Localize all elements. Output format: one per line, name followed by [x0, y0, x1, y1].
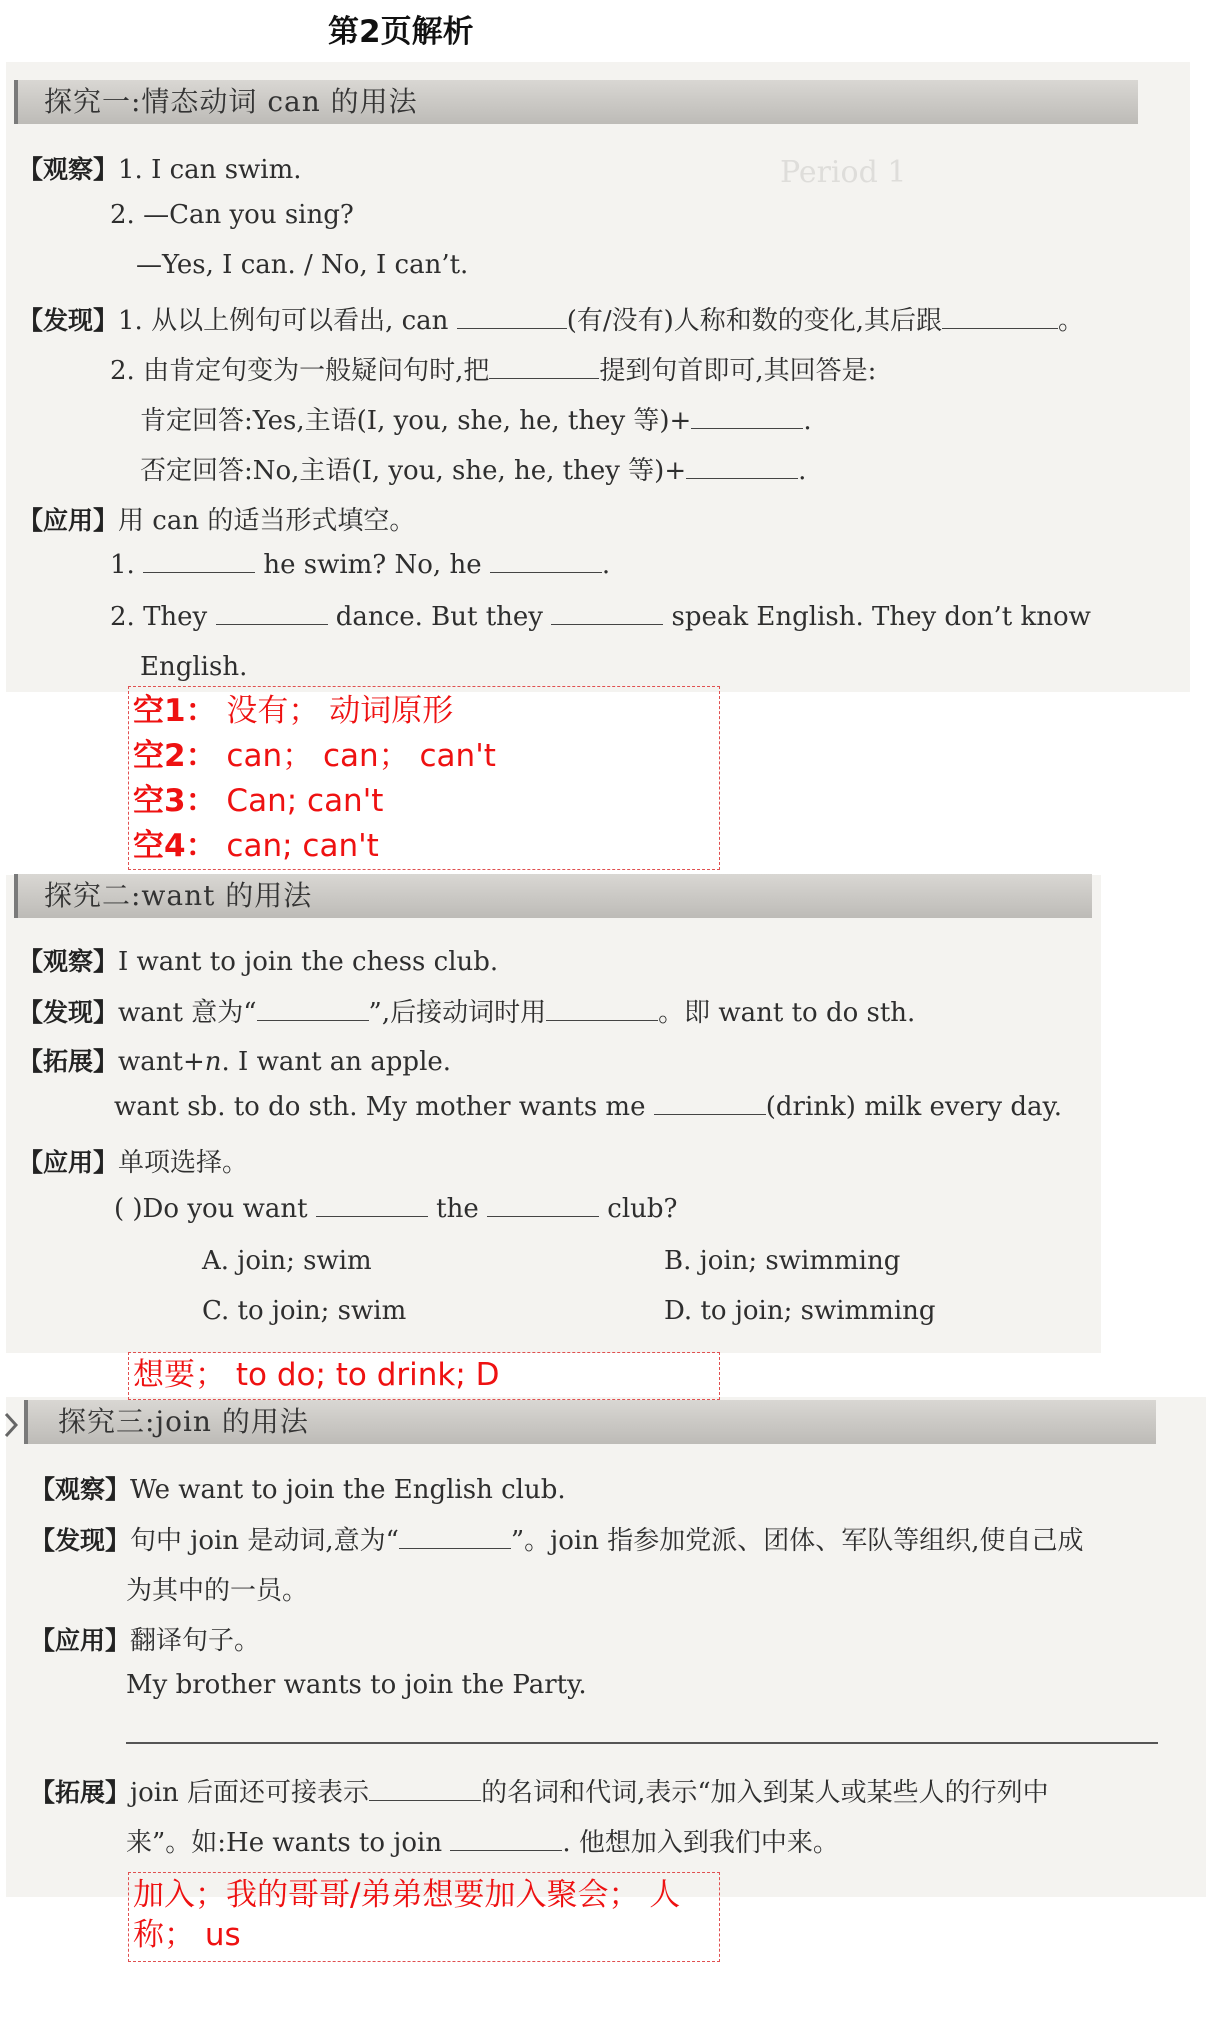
s1-apply-intro	[18, 500, 415, 537]
observe-tag: 【观察】	[18, 155, 119, 184]
answer-text: 加入；我的哥哥/弟弟想要加入聚会； 人	[133, 1877, 681, 1913]
extend-text: 的名词和代词,表示“加入到某人或某些人的行列中	[481, 1778, 1049, 1808]
answer-blank[interactable]	[490, 550, 602, 573]
s1-find-negative	[140, 450, 806, 487]
extend-text: . I want an apple.	[221, 1047, 452, 1077]
answer-blank[interactable]	[143, 550, 255, 573]
answer-box-3	[128, 1872, 720, 1962]
bookmark-arrow-icon	[4, 1410, 18, 1440]
find-text: 否定回答:No,主语(I, you, she, he, they 等)+	[140, 456, 687, 486]
answer-line-2	[133, 734, 715, 779]
answer-box-1	[128, 686, 720, 870]
find-text: 。即 want to do sth.	[658, 998, 916, 1028]
s1-observe-line3: —Yes, I can. / No, I can’t.	[136, 250, 469, 280]
s1-apply-1	[110, 550, 610, 580]
find-text: (有/没有)人称和数的变化,其后跟	[566, 306, 943, 336]
answer-label: 空3：	[133, 783, 217, 819]
s2-extend-1	[18, 1042, 451, 1078]
bleed-through-text: Period 1	[780, 155, 907, 190]
observe-tag: 【观察】	[18, 947, 119, 976]
find-tag: 【发现】	[30, 1526, 131, 1555]
option-d[interactable]: D. to join; swimming	[664, 1296, 936, 1326]
s2-apply-intro	[18, 1142, 248, 1179]
s1-find-line2	[110, 350, 876, 387]
answer-blank[interactable]	[546, 998, 658, 1021]
s2-question	[114, 1194, 677, 1224]
answer-text: Can; can't	[216, 783, 384, 819]
s3-extend-2	[126, 1822, 839, 1859]
answer-blank[interactable]	[654, 1092, 766, 1115]
s1-find-line1	[18, 300, 1084, 337]
answer-blank[interactable]	[450, 1828, 562, 1851]
section1-heading: 探究一:情态动词 can 的用法	[14, 80, 1138, 124]
s3-apply-intro	[30, 1620, 260, 1657]
s2-observe	[18, 942, 498, 978]
answer-text: 想要； to do; to drink; D	[133, 1357, 500, 1393]
find-text: 句中 join 是动词,意为“	[130, 1526, 399, 1556]
s2-find	[18, 992, 915, 1029]
apply-tag: 【应用】	[18, 1148, 119, 1177]
answer-line-3	[133, 779, 715, 824]
s3-apply-sentence: My brother wants to join the Party.	[126, 1670, 587, 1700]
page-title: 第2页解析	[328, 14, 474, 50]
section2-heading: 探究二:want 的用法	[14, 874, 1092, 918]
find-tag: 【发现】	[18, 306, 119, 335]
apply-tag: 【应用】	[18, 506, 119, 535]
answer-blank[interactable]	[457, 306, 567, 329]
answer-blank[interactable]	[691, 406, 803, 429]
s3-observe	[30, 1470, 566, 1506]
answer-blank[interactable]	[257, 998, 369, 1021]
option-a[interactable]: A. join; swim	[202, 1246, 372, 1276]
answer-line-1	[133, 689, 715, 734]
answer-text: 称； us	[133, 1917, 241, 1953]
answer-blank[interactable]	[316, 1194, 428, 1217]
answer-label: 空4：	[133, 828, 217, 864]
extend-text: want+	[118, 1047, 205, 1077]
apply-text: dance. But they	[327, 602, 552, 632]
find-text: 2. 由肯定句变为一般疑问句时,把	[110, 356, 490, 386]
apply-text: he swim? No, he	[255, 550, 490, 580]
answer-label: 空2：	[133, 738, 217, 774]
find-text: 肯定回答:Yes,主语(I, you, she, he, they 等)+	[140, 406, 692, 436]
answer-text: can； can； can't	[216, 738, 496, 774]
answer-blank[interactable]	[216, 602, 328, 625]
observe-text-1: 1. I can swim.	[118, 155, 302, 185]
observe-tag: 【观察】	[30, 1475, 131, 1504]
observe-text: We want to join the English club.	[130, 1475, 566, 1505]
extend-text: . 他想加入到我们中来。	[562, 1828, 839, 1858]
extend-tag: 【拓展】	[30, 1778, 131, 1807]
find-text: ”,后接动词时用	[368, 998, 547, 1028]
s1-observe-line2: 2. —Can you sing?	[110, 200, 354, 230]
question-text: club?	[599, 1194, 678, 1224]
answer-blank[interactable]	[369, 1778, 481, 1801]
option-c[interactable]: C. to join; swim	[202, 1296, 407, 1326]
extend-text: (drink) milk every day.	[765, 1092, 1062, 1122]
translation-answer-line[interactable]	[126, 1742, 1158, 1744]
question-text: the	[427, 1194, 487, 1224]
apply-text: speak English. They don’t know	[663, 602, 1091, 632]
extend-text: want sb. to do sth. My mother wants me	[114, 1092, 654, 1122]
question-text: ( )Do you want	[114, 1194, 316, 1224]
apply-text: 用 can 的适当形式填空。	[118, 506, 416, 536]
s2-extend-2	[114, 1092, 1062, 1122]
answer-box-2	[128, 1352, 720, 1400]
s3-find-2: 为其中的一员。	[126, 1576, 309, 1606]
answer-line-4	[133, 824, 715, 869]
extend-text: n	[204, 1047, 222, 1077]
s1-apply-2-cont: English.	[140, 652, 248, 682]
s1-apply-2	[110, 602, 1091, 632]
s1-find-positive	[140, 400, 812, 437]
answer-blank[interactable]	[399, 1526, 511, 1549]
observe-text: I want to join the chess club.	[118, 947, 499, 977]
find-text: want 意为“	[118, 998, 257, 1028]
answer-blank[interactable]	[686, 456, 798, 479]
answer-text: 没有； 动词原形	[216, 693, 454, 729]
section3-heading: 探究三:join 的用法	[24, 1400, 1156, 1444]
find-text: 。	[1058, 306, 1085, 336]
s3-find-1	[30, 1520, 1084, 1557]
find-text: .	[798, 456, 807, 486]
apply-text: 2. They	[110, 602, 216, 632]
apply-text: 1.	[110, 550, 144, 580]
apply-text: .	[601, 550, 611, 580]
answer-text: can; can't	[216, 828, 379, 864]
apply-tag: 【应用】	[30, 1626, 131, 1655]
option-b[interactable]: B. join; swimming	[664, 1246, 901, 1276]
answer-blank[interactable]	[489, 356, 599, 379]
apply-text: 翻译句子。	[130, 1626, 261, 1656]
find-text: 提到句首即可,其回答是:	[599, 356, 877, 386]
answer-label: 空1：	[133, 693, 217, 729]
extend-tag: 【拓展】	[18, 1047, 119, 1076]
s3-extend-1	[30, 1772, 1049, 1809]
find-tag: 【发现】	[18, 998, 119, 1027]
find-text: ”。join 指参加党派、团体、军队等组织,使自己成	[510, 1526, 1084, 1556]
apply-text: 单项选择。	[118, 1148, 249, 1178]
extend-text: 来”。如:He wants to join	[126, 1828, 451, 1858]
find-text: 1. 从以上例句可以看出, can	[118, 306, 457, 336]
answer-blank[interactable]	[551, 602, 663, 625]
extend-text: join 后面还可接表示	[130, 1778, 370, 1808]
s1-observe-line1	[18, 150, 302, 186]
answer-blank[interactable]	[487, 1194, 599, 1217]
answer-blank[interactable]	[942, 306, 1058, 329]
find-text: .	[803, 406, 812, 436]
